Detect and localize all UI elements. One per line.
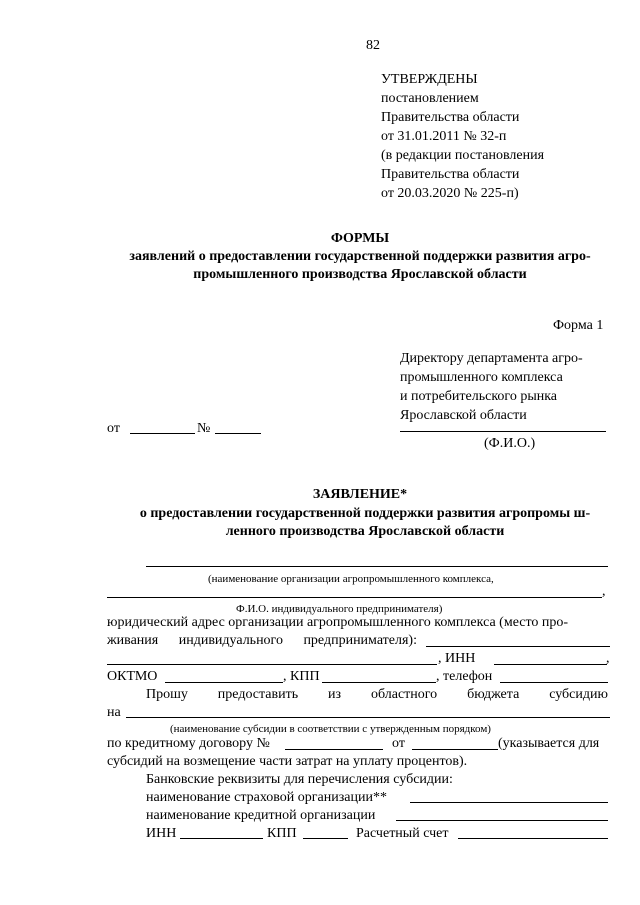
credit-ot-label: от — [392, 736, 405, 751]
request-line — [146, 685, 608, 704]
request-word: областного — [370, 687, 438, 702]
addressee-block — [400, 349, 583, 425]
inn-field-line — [494, 664, 607, 665]
request-word: бюджета — [467, 687, 520, 702]
inn-label: , ИНН — [438, 651, 476, 666]
from-label: от — [107, 421, 120, 436]
comma-mark: , — [606, 651, 610, 666]
insurance-field-line — [410, 802, 608, 803]
subsidy-field-line — [126, 717, 610, 718]
addressee-line: промышленного комплекса — [400, 370, 563, 385]
approval-line: Правительства области — [381, 167, 520, 182]
page-number: 82 — [366, 38, 380, 53]
credit-suffix: (указывается для — [498, 736, 600, 751]
approval-block — [381, 70, 544, 203]
forms-title: ФОРМЫ — [330, 231, 390, 246]
bank-header: Банковские реквизиты для перечисления субсидии: — [146, 772, 453, 787]
credit-number-line — [285, 749, 383, 750]
approval-line: Правительства области — [381, 110, 520, 125]
address-word: индивидуального — [178, 633, 283, 648]
forms-subtitle-line1: заявлений о предоставлении государственной поддержки развития агро- — [129, 249, 591, 264]
kpp-field-line — [322, 682, 436, 683]
address-line-1: юридический адрес организации агропромышленного комплекса (место про- — [107, 615, 569, 630]
form-number-label: Форма 1 — [553, 318, 604, 333]
approval-line: УТВЕРЖДЕНЫ — [381, 72, 478, 87]
addressee-line: Ярославской области — [400, 408, 527, 423]
subsidy-caption: (наименование субсидии в соответствии с утвержденным порядком) — [170, 723, 491, 735]
addressee-line: Директору департамента агро- — [400, 351, 583, 366]
address-field-line — [426, 646, 610, 647]
addressee-fio-line — [400, 431, 606, 432]
request-word: предоставить — [217, 687, 299, 702]
comma-mark: , — [602, 584, 606, 599]
credit-prefix: по кредитному договору № — [107, 736, 270, 751]
org-name-caption: (наименование организации агропромышленного комплекса, — [208, 573, 494, 585]
credit-org-field-line — [396, 820, 608, 821]
statement-subtitle-line2: ленного производства Ярославской области — [225, 524, 505, 539]
approval-line: от 20.03.2020 № 225-п) — [381, 186, 519, 201]
bank-inn-label: ИНН — [146, 826, 177, 841]
approval-line: постановлением — [381, 91, 479, 106]
addressee-fio-caption: (Ф.И.О.) — [484, 436, 536, 451]
oktmo-label: ОКТМО — [107, 669, 158, 684]
approval-line: (в редакции постановления — [381, 148, 545, 163]
from-number-label: № — [197, 421, 211, 436]
bank-kpp-field-line — [303, 838, 348, 839]
approval-line: от 31.01.2011 № 32-п — [381, 129, 507, 144]
credit-line-2: субсидий на возмещение части затрат на уплату процентов). — [107, 754, 468, 769]
phone-field-line — [500, 682, 608, 683]
bank-kpp-label: КПП — [267, 826, 297, 841]
statement-title: ЗАЯВЛЕНИЕ* — [312, 487, 408, 502]
credit-org-label: наименование кредитной организации — [146, 808, 376, 823]
org-name-line-2 — [107, 597, 602, 598]
statement-subtitle-line1: о предоставлении государственной поддержки развития агропромы ш- — [139, 506, 591, 521]
account-label: Расчетный счет — [356, 826, 449, 841]
org-name-line — [146, 566, 608, 567]
account-field-line — [458, 838, 608, 839]
kpp-label: , КПП — [283, 669, 320, 684]
phone-label: , телефон — [436, 669, 493, 684]
address-line-2 — [107, 631, 417, 650]
credit-date-line — [412, 749, 498, 750]
bank-inn-field-line — [180, 838, 263, 839]
request-word: из — [328, 687, 342, 702]
address-word: живания — [107, 633, 159, 648]
request-word: Прошу — [146, 687, 188, 702]
request-word: субсидию — [549, 687, 608, 702]
fio-caption: Ф.И.О. индивидуального предпринимателя) — [236, 603, 443, 615]
forms-subtitle-line2: промышленного производства Ярославской области — [193, 267, 527, 282]
address-field-line-2 — [107, 664, 437, 665]
from-number-line — [215, 433, 261, 434]
address-word: предпринимателя): — [303, 633, 417, 648]
from-date-line — [130, 433, 195, 434]
oktmo-field-line — [165, 682, 283, 683]
addressee-line: и потребительского рынка — [400, 389, 558, 404]
na-label: на — [107, 705, 121, 720]
insurance-label: наименование страховой организации** — [146, 790, 387, 805]
